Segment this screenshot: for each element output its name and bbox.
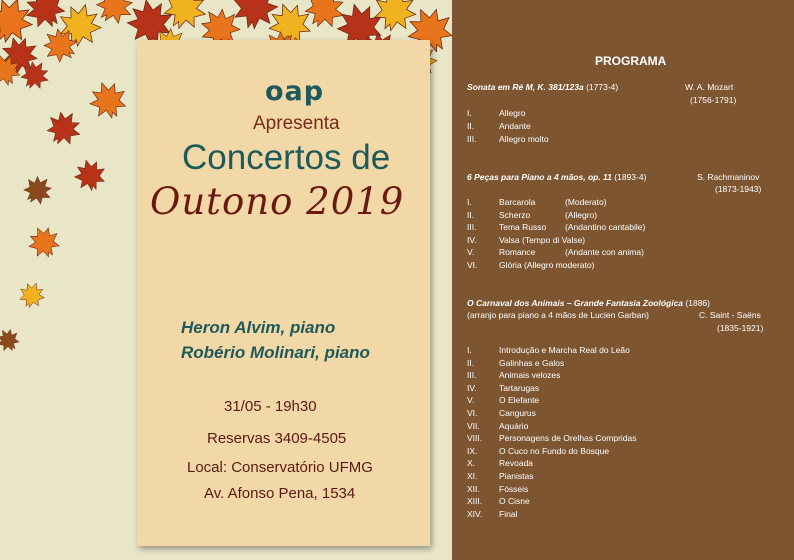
work-title [467, 298, 710, 308]
movement-name: Fósseis [499, 483, 529, 494]
performer-2: Robério Molinari, piano [181, 343, 370, 362]
performer-1: Heron Alvim, piano [181, 318, 336, 337]
movement-row [452, 247, 792, 259]
movement-row [452, 433, 792, 445]
leaf-icon [24, 222, 65, 263]
movement-name: Animais velozes [499, 370, 561, 381]
venue: Local: Conservatório UFMG [187, 459, 373, 476]
movement-number: XIII. [467, 496, 483, 507]
reservations-phone: Reservas 3409-4505 [207, 430, 347, 447]
work-1-composer-dates: (1756-1791) [690, 95, 737, 105]
leaf-icon [85, 77, 132, 124]
movement-row [452, 108, 792, 120]
movement-row [452, 484, 792, 496]
movement-number: XII. [467, 483, 480, 494]
movement-row [452, 370, 792, 382]
movement-number: I. [467, 197, 472, 207]
movement-number: V. [467, 395, 475, 406]
work-3-composer: C. Saint - Saëns [699, 310, 761, 320]
movement-name: Allegro [499, 108, 526, 118]
movement-row [452, 446, 792, 458]
title-line-1: Concertos de [182, 138, 391, 177]
movement-tempo: (Allegro) [565, 209, 598, 220]
movement-name: Romance [499, 247, 536, 258]
movement-name: Allegro molto [499, 133, 549, 144]
movement-tempo: (Andante con anima) [565, 247, 644, 258]
movement-row [452, 471, 792, 483]
movement-number: II. [467, 120, 475, 131]
movement-number: I. [467, 108, 472, 118]
movement-name: Scherzo [499, 209, 531, 220]
movement-row [452, 421, 792, 433]
work-2-composer-dates: (1873-1943) [715, 184, 762, 194]
movement-number: III. [467, 222, 477, 233]
movement-row [452, 358, 792, 370]
movement-number: V. [467, 247, 475, 258]
title-line-2: Outono 2019 [150, 180, 405, 223]
movement-number: I. [467, 345, 472, 355]
movement-name: Cangurus [499, 408, 536, 418]
movement-number: XIV. [467, 508, 483, 519]
movement-name: Barcarola [499, 197, 536, 207]
movement-number: III. [467, 370, 477, 381]
work-3-composer-dates: (1835-1921) [717, 323, 764, 333]
movement-tempo: (Andantino cantabile) [565, 222, 646, 233]
leaf-icon [71, 156, 109, 194]
movement-row [452, 197, 792, 209]
movement-row [452, 395, 792, 407]
program-panel [452, 0, 794, 560]
movement-row [452, 121, 792, 133]
movement-number: VI. [467, 260, 478, 270]
movement-row [452, 383, 792, 395]
movement-name: O Cisne [499, 496, 530, 507]
movement-row [452, 496, 792, 508]
movement-name: O Cuco no Fundo do Bosque [499, 445, 610, 456]
movement-name: Pianistas [499, 471, 534, 481]
movement-name: Tema Russo [499, 222, 547, 233]
presents-label: Apresenta [253, 113, 340, 134]
movement-row [452, 458, 792, 470]
movement-name: Andante [499, 120, 531, 131]
work-3-subtitle: (arranjo para piano a 4 mãos de Lucien Garban) [467, 310, 649, 320]
venue-address: Av. Afonso Pena, 1534 [204, 485, 356, 502]
concert-date-time: 31/05 - 19h30 [224, 398, 317, 415]
leaf-icon [16, 279, 48, 311]
movement-number: X. [467, 458, 476, 469]
movement-number: II. [467, 357, 475, 368]
movement-number: VI. [467, 408, 478, 418]
work-1-year: (1773-4) [586, 82, 619, 92]
work-2-year: (1893-4) [614, 172, 647, 182]
movement-name: Personagens de Orelhas Compridas [499, 433, 637, 444]
movement-name: O Elefante [499, 395, 540, 406]
leaf-icon [0, 325, 23, 356]
movement-name: Tartarugas [499, 382, 540, 393]
work-3-title: O Carnaval dos Animais – Grande Fantasia Zoológica [467, 298, 684, 308]
movement-number: II. [467, 209, 475, 220]
movement-name: Revoada [499, 458, 534, 469]
leaf-icon [18, 170, 57, 209]
movement-number: VIII. [467, 433, 483, 444]
movement-name: Valsa (Tempo di Valse) [499, 234, 586, 245]
work-2-title: 6 Peças para Piano a 4 mãos, op. 11 [467, 172, 612, 182]
work-title [467, 82, 618, 92]
movement-row [452, 260, 792, 272]
movement-number: III. [467, 133, 477, 144]
work-1-composer: W. A. Mozart [685, 82, 734, 92]
movement-row [452, 345, 792, 357]
movement-name: Glória (Allegro moderato) [499, 260, 595, 270]
movement-number: IX. [467, 445, 478, 456]
leaf-icon [41, 105, 87, 151]
movement-row [452, 134, 792, 146]
movement-name: Galinhas e Galos [499, 357, 565, 368]
movement-name: Introdução e Marcha Real do Leão [499, 345, 630, 355]
movement-row [452, 408, 792, 420]
movement-number: XI. [467, 471, 478, 481]
work-2-composer: S. Rachmaninov [697, 172, 760, 182]
movement-name: Final [499, 508, 518, 519]
movement-row [452, 210, 792, 222]
work-title [467, 172, 646, 182]
movement-row [452, 235, 792, 247]
movement-number: VII. [467, 420, 480, 431]
work-1-title: Sonata em Ré M, K. 381/123a [467, 82, 584, 92]
movement-row [452, 509, 792, 521]
work-3-year: (1886) [685, 298, 710, 308]
movement-tempo: (Moderato) [565, 197, 607, 207]
program-heading: PROGRAMA [595, 54, 667, 68]
movement-row [452, 222, 792, 234]
oap-logo: oap [265, 76, 325, 107]
movement-name: Aquário [499, 420, 529, 431]
movement-number: IV. [467, 234, 477, 245]
movement-number: IV. [467, 382, 477, 393]
